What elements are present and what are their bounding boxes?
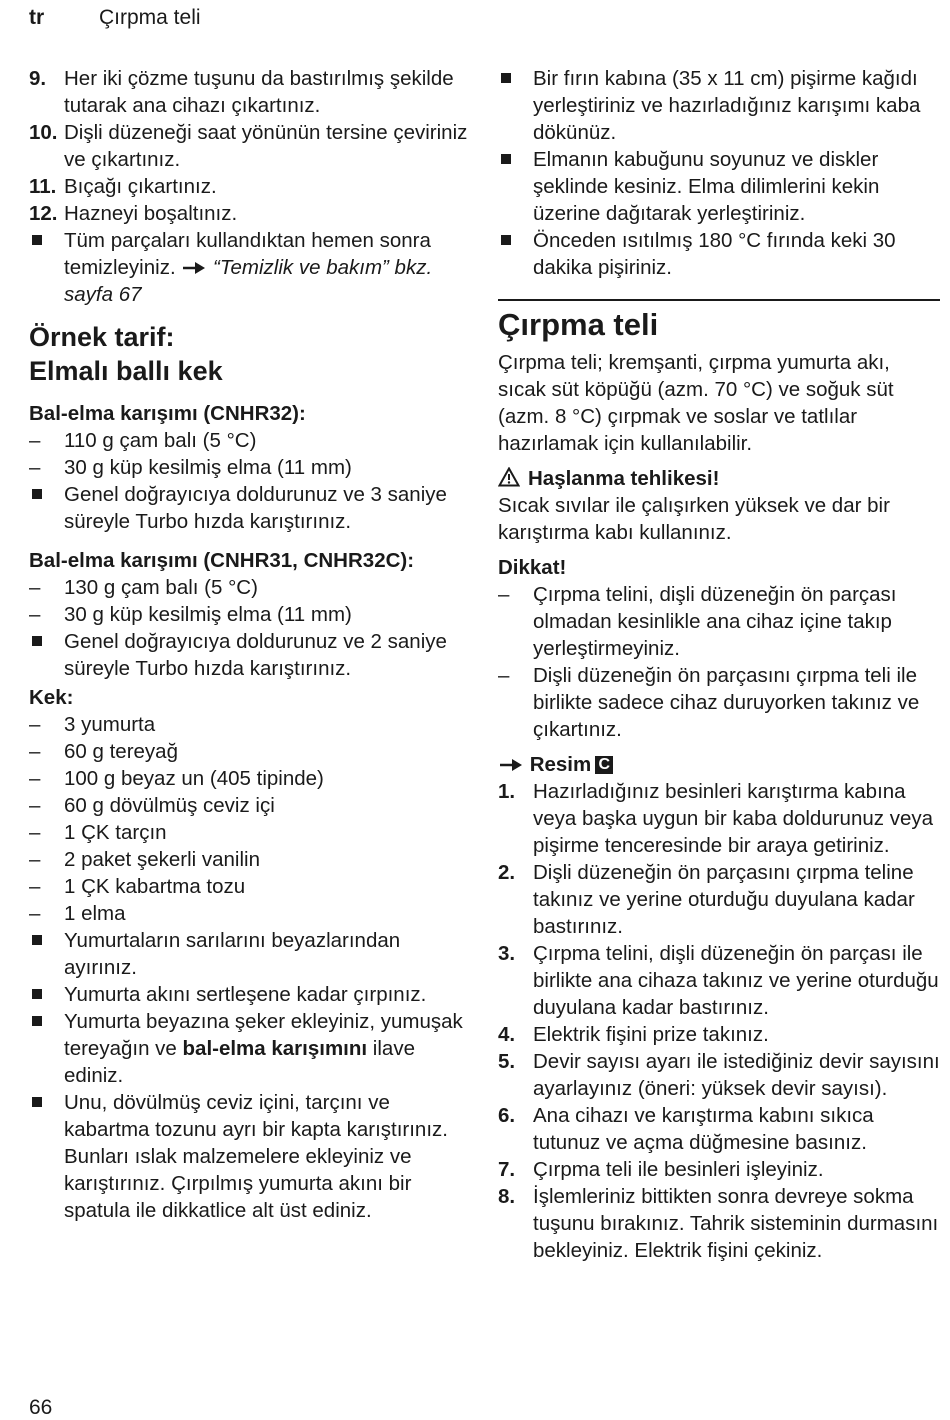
- bullet-item: [29, 227, 471, 308]
- ingredient-item: – 100 g beyaz un (405 tipinde): [29, 767, 324, 790]
- warning-triangle-icon: [498, 467, 520, 487]
- step-item: 2. Dişli düzeneğin ön parçasını çırpma teline takınız ve yerine oturduğu duyulana kadar bastırınız.: [498, 861, 915, 938]
- bullet-item: Genel doğrayıcıya doldurunuz ve 3 saniye süreyle Turbo hızda karıştırınız.: [29, 481, 471, 535]
- clean-text: Tüm parçaları kullandıktan hemen sonra temizleyiniz.: [64, 229, 431, 279]
- step-item: 6. Ana cihazı ve karıştırma kabını sıkıca tutunuz ve açma düğmesine basınız.: [498, 1104, 874, 1154]
- arrow-right-icon: [498, 758, 524, 772]
- attention-item: – Dişli düzeneğin ön parçasını çırpma teli ile birlikte sadece cihaz duruyorken takınız ve çıkartınız.: [498, 664, 920, 741]
- square-bullet-icon: [29, 927, 64, 981]
- mix2-title: Bal-elma karışımı (CNHR31, CNHR32C):: [29, 549, 415, 572]
- ingredient-item: – 1 elma: [29, 902, 126, 925]
- ingredient-item: – 60 g tereyağ: [29, 740, 178, 763]
- recipe-title: Elmalı ballı kek: [29, 356, 223, 386]
- square-bullet-icon: [29, 227, 64, 308]
- page-number: 66: [29, 1396, 53, 1419]
- square-bullet-icon: [29, 628, 64, 682]
- cake-title: Kek:: [29, 686, 74, 709]
- left-column: [29, 65, 471, 1224]
- warning-text: Sıcak sıvılar ile çalışırken yüksek ve dar bir karıştırma kabı kullanınız.: [498, 494, 890, 544]
- bullet-item: Yumurta akını sertleşene kadar çırpınız.: [29, 981, 471, 1008]
- step-item: 12. Hazneyi boşaltınız.: [29, 202, 238, 225]
- square-bullet-icon: [29, 981, 64, 1008]
- square-bullet-icon: [29, 1008, 64, 1089]
- bullet-item: Unu, dövülmüş ceviz içini, tarçını ve kabartma tozunu ayrı bir kapta karıştırınız. Bunları ıslak malzemelere ekleyiniz ve karıştırınız. Çırpılmış yumurta akını bir spatula ile dikkatlice alt üst ediniz.: [29, 1089, 471, 1224]
- ingredient-item: – 3 yumurta: [29, 713, 156, 736]
- mix1-title: Bal-elma karışımı (CNHR32):: [29, 402, 306, 425]
- attention-title: Dikkat!: [498, 556, 567, 579]
- bullet-item: Yumurta beyazına şeker ekleyiniz, yumuşak tereyağın ve bal-elma karışımını ilave ediniz.: [29, 1008, 471, 1089]
- step-item: 8. İşlemleriniz bittikten sonra devreye sokma tuşunu bırakınız. Tahrik sisteminin durmasını bekleyiniz. Elektrik fişini çekiniz.: [498, 1185, 939, 1262]
- step-item: 9. Her iki çözme tuşunu da bastırılmış şekilde tutarak ana cihazı çıkartınız.: [29, 67, 454, 117]
- warning-title: Haşlanma tehlikesi!: [498, 465, 940, 492]
- bullet-item: Elmanın kabuğunu soyunuz ve diskler şeklinde kesiniz. Elma dilimlerini kekin üzerine dağıtarak yerleştiriniz.: [498, 146, 940, 227]
- intro-paragraph: Çırpma teli; kremşanti, çırpma yumurta akı, sıcak süt köpüğü (azm. 70 °C) ve soğuk süt (azm. 8 °C) çırpmak ve soslar ve tatlılar hazırlamak için kullanılabilir.: [498, 351, 894, 455]
- square-bullet-icon: [29, 481, 64, 535]
- step-item: 5. Devir sayısı ayarı ile istediğiniz devir sayısını ayarlayınız (öneri: yüksek devir sayısı).: [498, 1050, 940, 1100]
- step-item: 7. Çırpma teli ile besinleri işleyiniz.: [498, 1158, 824, 1181]
- ingredient-item: – 1 ÇK kabartma tozu: [29, 875, 246, 898]
- bullet-item: Önceden ısıtılmış 180 °C fırında keki 30 dakika pişiriniz.: [498, 227, 940, 281]
- cross-reference: “Temizlik ve bakım” bkz. sayfa 67: [64, 256, 433, 306]
- step-item: 10. Dişli düzeneği saat yönünün tersine çeviriniz ve çıkartınız.: [29, 121, 468, 171]
- figure-reference: Resim C: [498, 751, 940, 778]
- ingredient-item: – 30 g küp kesilmiş elma (11 mm): [29, 456, 352, 479]
- arrow-right-icon: [181, 261, 207, 275]
- bullet-item: Genel doğrayıcıya doldurunuz ve 2 saniye süreyle Turbo hızda karıştırınız.: [29, 628, 471, 682]
- section-title: Çırpma teli: [498, 307, 659, 342]
- step-item: 11. Bıçağı çıkartınız.: [29, 175, 217, 198]
- figure-letter-box: C: [595, 756, 613, 774]
- language-code: tr: [29, 6, 45, 29]
- square-bullet-icon: [498, 146, 533, 227]
- ingredient-item: – 60 g dövülmüş ceviz içi: [29, 794, 275, 817]
- square-bullet-icon: [498, 227, 533, 281]
- bullet-item: Yumurtaların sarılarını beyazlarından ayırınız.: [29, 927, 471, 981]
- attention-item: – Çırpma telini, dişli düzeneğin ön parçası olmadan kesinlikle ana cihaz içine takıp yerleştirmeyiniz.: [498, 583, 897, 660]
- ingredient-item: – 2 paket şekerli vanilin: [29, 848, 260, 871]
- header-title: Çırpma teli: [99, 6, 201, 29]
- square-bullet-icon: [498, 65, 533, 146]
- right-column: [498, 65, 940, 1264]
- recipe-heading: Örnek tarif:: [29, 322, 175, 352]
- step-item: 1. Hazırladığınız besinleri karıştırma kabına veya başka uygun bir kaba doldurunuz veya pişirme tenceresinde bir araya getiriniz.: [498, 780, 934, 857]
- ingredient-item: – 130 g çam balı (5 °C): [29, 576, 258, 599]
- square-bullet-icon: [29, 1089, 64, 1224]
- section-divider: [498, 299, 940, 301]
- ingredient-item: – 1 ÇK tarçın: [29, 821, 167, 844]
- bullet-item: Bir fırın kabına (35 x 11 cm) pişirme kağıdı yerleştiriniz ve hazırladığınız karışımı kaba dökünüz.: [498, 65, 940, 146]
- step-item: 4. Elektrik fişini prize takınız.: [498, 1023, 769, 1046]
- ingredient-item: – 30 g küp kesilmiş elma (11 mm): [29, 603, 352, 626]
- ingredient-item: – 110 g çam balı (5 °C): [29, 429, 257, 452]
- page-header: [29, 6, 201, 30]
- step-item: 3. Çırpma telini, dişli düzeneğin ön parçası ile birlikte ana cihaza takınız ve yerine oturduğu duyulana kadar bastırınız.: [498, 942, 939, 1019]
